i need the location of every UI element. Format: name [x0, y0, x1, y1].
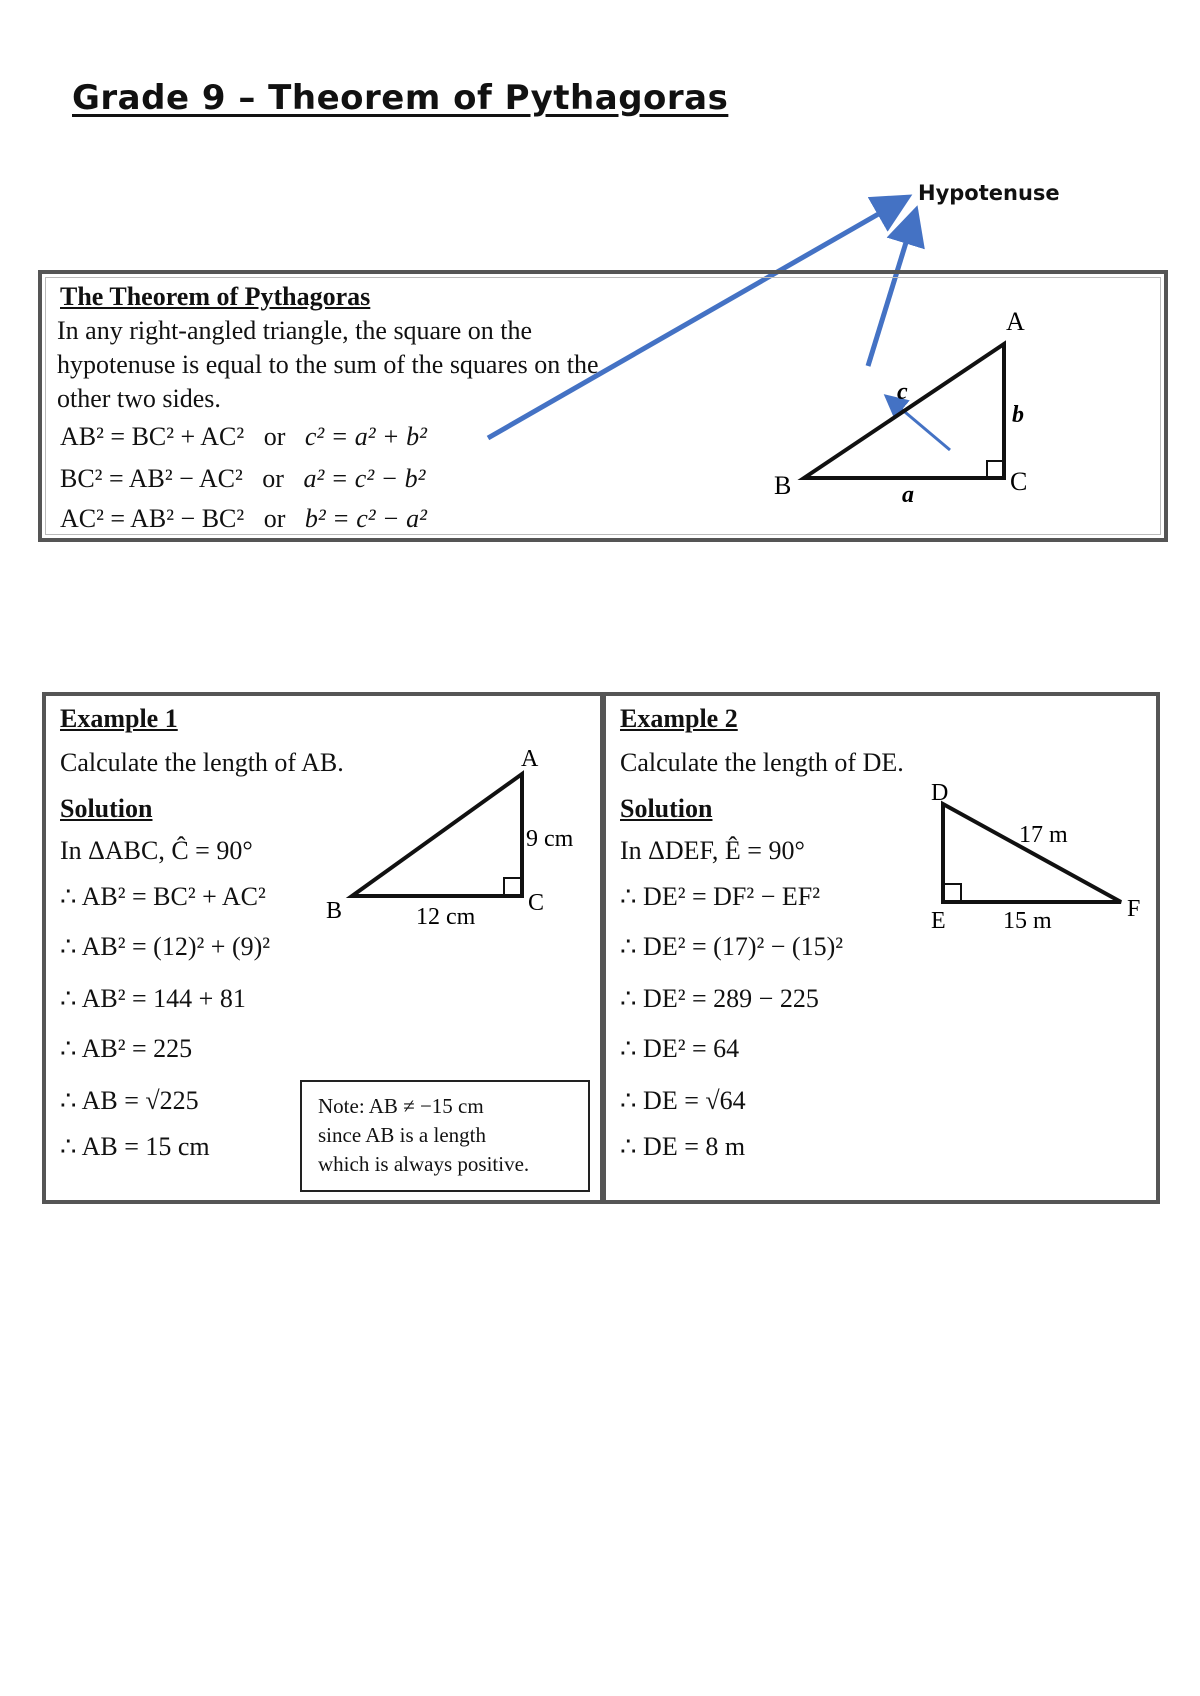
triangle-abc	[352, 774, 522, 896]
note-line: which is always positive.	[318, 1152, 530, 1176]
example-2-triangle-diagram	[901, 776, 1161, 956]
vertex-c-label: C	[1010, 467, 1028, 496]
note-line: Note: AB ≠ −15 cm	[318, 1094, 484, 1118]
example-2-step: In ΔDEF, Ê = 90°	[620, 836, 805, 865]
formula-lhs: AC² = AB² − BC²	[60, 504, 245, 533]
vertex-e-label: E	[931, 908, 946, 934]
triangle-abc	[804, 344, 1004, 478]
example-1-solution-label: Solution	[60, 794, 153, 823]
side-a-label: a	[902, 482, 914, 508]
formula-or: or	[263, 504, 286, 533]
vertex-b-label: B	[774, 471, 792, 500]
side-bc-label: 12 cm	[416, 904, 476, 930]
example-2-title: Example 2	[620, 704, 738, 733]
right-angle-marker	[504, 878, 522, 896]
example-1-step: ∴ AB² = BC² + AC²	[60, 882, 266, 911]
formula-rhs: c² = a² + b²	[304, 422, 427, 451]
right-angle-marker	[943, 884, 961, 902]
example-2-question: Calculate the length of DE.	[620, 748, 904, 777]
vertex-f-label: F	[1127, 896, 1141, 922]
vertex-c-label: C	[528, 890, 545, 916]
formula-row-1	[60, 422, 427, 452]
example-1-box	[42, 692, 604, 1204]
vertex-a-label: A	[1006, 307, 1025, 336]
formula-rhs: b² = c² − a²	[304, 504, 427, 533]
example-2-box	[602, 692, 1160, 1204]
vertex-d-label: D	[931, 780, 949, 806]
theorem-triangle-diagram	[762, 284, 1082, 534]
example-2-step: ∴ DE = √64	[620, 1086, 746, 1115]
vertex-a-label: A	[521, 746, 539, 772]
example-2-solution-label: Solution	[620, 794, 713, 823]
example-1-title: Example 1	[60, 704, 178, 733]
hypotenuse-label: Hypotenuse	[918, 181, 1060, 205]
formula-rhs: a² = c² − b²	[303, 464, 426, 493]
formula-lhs: AB² = BC² + AC²	[60, 422, 245, 451]
example-1-step: In ΔABC, Ĉ = 90°	[60, 836, 253, 865]
formula-row-2	[60, 464, 425, 494]
example-1-question: Calculate the length of AB.	[60, 748, 344, 777]
page-title: Grade 9 – Theorem of Pythagoras	[72, 78, 729, 118]
formula-lhs: BC² = AB² − AC²	[60, 464, 243, 493]
triangle-def	[943, 804, 1121, 902]
side-c-label: c	[897, 379, 908, 405]
vertex-b-label: B	[326, 898, 343, 924]
example-1-step: ∴ AB² = 144 + 81	[60, 984, 246, 1013]
side-ac-label: 9 cm	[526, 826, 574, 852]
side-ef-label: 15 m	[1003, 908, 1052, 934]
side-b-label: b	[1012, 402, 1024, 428]
example-2-step: ∴ DE² = 289 − 225	[620, 984, 819, 1013]
side-df-label: 17 m	[1019, 822, 1068, 848]
formula-or: or	[262, 464, 284, 493]
example-2-step: ∴ DE² = 64	[620, 1034, 740, 1063]
example-1-triangle-diagram	[316, 746, 586, 946]
formula-row-3	[60, 504, 427, 534]
example-1-step: ∴ AB² = (12)² + (9)²	[60, 932, 271, 961]
example-1-note	[300, 1080, 590, 1192]
example-2-step: ∴ DE² = DF² − EF²	[620, 882, 820, 911]
theorem-box	[38, 270, 1168, 542]
theorem-title: The Theorem of Pythagoras	[60, 282, 371, 311]
example-1-step: ∴ AB² = 225	[60, 1034, 193, 1063]
right-angle-marker	[987, 461, 1004, 478]
formula-or: or	[263, 422, 286, 451]
example-1-step: ∴ AB = √225	[60, 1086, 199, 1115]
theorem-statement: In any right-angled triangle, the square on the hypotenuse is equal to the sum of the squares on the other two sides.	[57, 316, 599, 413]
example-1-step: ∴ AB = 15 cm	[60, 1132, 210, 1161]
example-2-step: ∴ DE² = (17)² − (15)²	[620, 932, 844, 961]
note-line: since AB is a length	[318, 1123, 486, 1147]
example-2-step: ∴ DE = 8 m	[620, 1132, 746, 1161]
